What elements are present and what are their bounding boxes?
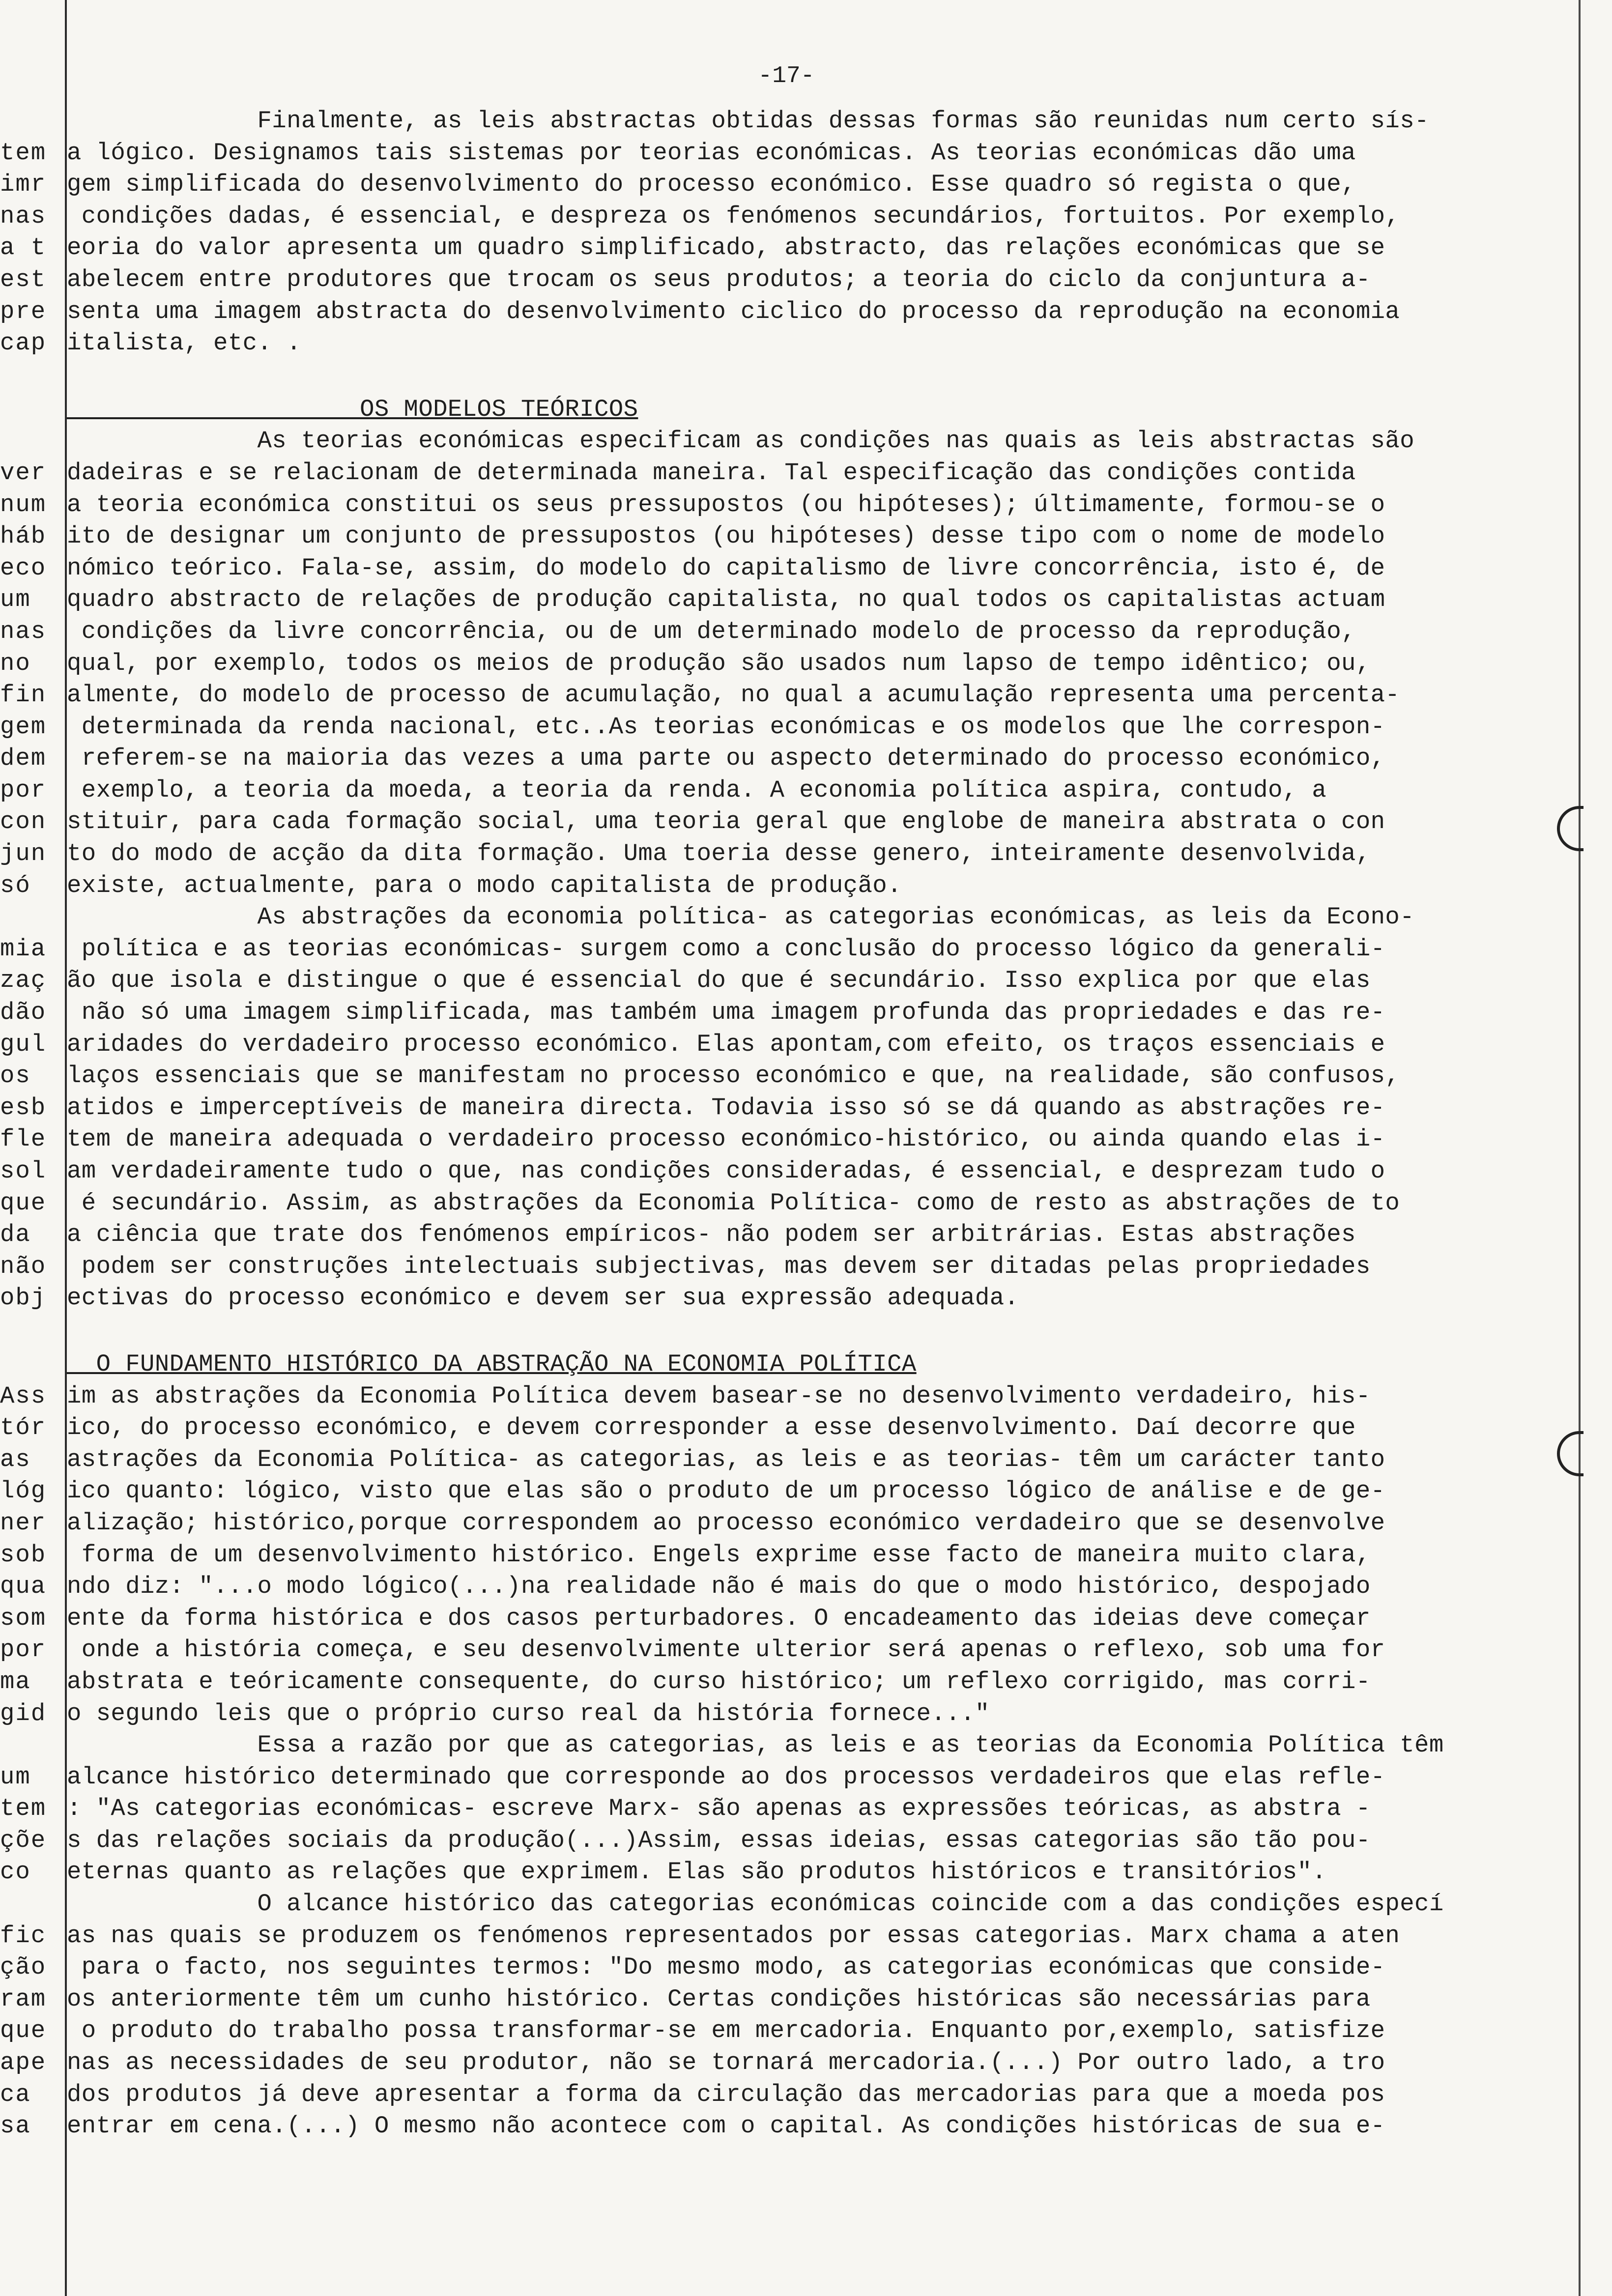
margin-fragment: a t xyxy=(0,234,47,262)
text-line xyxy=(0,711,1573,743)
line-text: abelecem entre produtores que trocam os seus produtos; a teoria do ciclo da conjuntura a- xyxy=(67,265,1371,293)
text-line xyxy=(0,169,1573,201)
margin-fragment: gul xyxy=(0,1030,47,1058)
text-line xyxy=(0,1888,1573,1920)
line-text: política e as teorias económicas- surgem como a conclusão do processo lógico da generali- xyxy=(67,935,1385,963)
text-line xyxy=(0,806,1573,838)
section-heading xyxy=(0,1349,1573,1380)
margin-fragment: esb xyxy=(0,1093,47,1121)
line-text: os anteriormente têm um cunho histórico. Certas condições históricas são necessárias para xyxy=(67,1985,1371,2013)
text-line xyxy=(0,232,1573,264)
heading-text: O FUNDAMENTO HISTÓRICO DA ABSTRAÇÃO NA ECONOMIA POLÍTICA xyxy=(67,1350,917,1378)
line-text: a ciência que trate dos fenómenos empíricos- não podem ser arbitrárias. Estas abstrações xyxy=(67,1221,1356,1249)
text-line xyxy=(0,552,1573,584)
margin-fragment: tór xyxy=(0,1414,47,1442)
margin-fragment: qua xyxy=(0,1573,47,1601)
margin-fragment: por xyxy=(0,776,47,804)
text-line xyxy=(0,679,1573,711)
page-number: -17- xyxy=(758,63,815,89)
text-line xyxy=(0,1475,1573,1507)
margin-fragment: nas xyxy=(0,617,47,645)
text-line xyxy=(0,327,1573,359)
text-line xyxy=(0,775,1573,806)
line-text: ico, do processo económico, e devem corresponder a esse desenvolvimento. Daí decorre que xyxy=(67,1414,1356,1442)
section-gap xyxy=(0,1314,1573,1349)
margin-fragment: con xyxy=(0,808,47,836)
text-line xyxy=(0,1029,1573,1061)
line-text: abstrata e teóricamente consequente, do curso histórico; um reflexo corrigido, mas corri- xyxy=(67,1667,1371,1695)
line-text: ito de designar um conjunto de pressupostos (ou hipóteses) desse tipo com o nome de modelo xyxy=(67,522,1385,550)
line-text: dadeiras e se relacionam de determinada maneira. Tal especificação das condições contida xyxy=(67,459,1356,487)
section-heading xyxy=(0,394,1573,426)
text-line xyxy=(0,201,1573,232)
text-line xyxy=(0,425,1573,457)
margin-fragment: obj xyxy=(0,1284,47,1312)
margin-fragment: ção xyxy=(0,1953,47,1981)
text-line xyxy=(0,137,1573,169)
text-line xyxy=(0,965,1573,997)
text-line xyxy=(0,296,1573,328)
margin-fragment: os xyxy=(0,1062,47,1090)
margin-fragment: fic xyxy=(0,1922,47,1950)
margin-fragment: ca xyxy=(0,2080,47,2108)
right-edge-line xyxy=(1579,0,1581,2296)
margin-fragment: dem xyxy=(0,745,47,773)
text-line xyxy=(0,1761,1573,1793)
text-line xyxy=(0,105,1573,137)
line-text: O alcance histórico das categorias económicas coincide com a das condições especí xyxy=(67,1890,1444,1918)
line-text: eoria do valor apresenta um quadro simplificado, abstracto, das relações económicas que se xyxy=(67,234,1385,262)
text-line xyxy=(0,264,1573,296)
margin-fragment: lóg xyxy=(0,1477,47,1505)
text-line xyxy=(0,1983,1573,2015)
text-line xyxy=(0,2110,1573,2142)
section-gap xyxy=(0,359,1573,394)
line-text: existe, actualmente, para o modo capitalista de produção. xyxy=(67,871,902,899)
line-text: qual, por exemplo, todos os meios de produção são usados num lapso de tempo idêntico; ou, xyxy=(67,649,1371,677)
line-text: o segundo leis que o próprio curso real da história fornece..." xyxy=(67,1699,990,1727)
text-line xyxy=(0,1698,1573,1730)
text-line xyxy=(0,616,1573,648)
line-text: a lógico. Designamos tais sistemas por teorias económicas. As teorias económicas dão uma xyxy=(67,139,1356,167)
margin-fragment: pre xyxy=(0,297,47,325)
text-line xyxy=(0,2079,1573,2111)
line-text: laços essenciais que se manifestam no processo económico e que, na realidade, são confusos, xyxy=(67,1062,1400,1090)
text-line xyxy=(0,1412,1573,1444)
line-text: atidos e imperceptíveis de maneira directa. Todavia isso só se dá quando as abstrações re- xyxy=(67,1093,1385,1121)
margin-fragment: çõe xyxy=(0,1826,47,1854)
margin-fragment: sa xyxy=(0,2112,47,2140)
text-line xyxy=(0,648,1573,680)
heading-text: OS MODELOS TEÓRICOS xyxy=(67,395,638,423)
line-text: Essa a razão por que as categorias, as leis e as teorias da Economia Política têm xyxy=(67,1731,1444,1759)
text-line xyxy=(0,997,1573,1029)
line-text: forma de um desenvolvimento histórico. Engels exprime esse facto de maneira muito clara, xyxy=(67,1541,1371,1569)
margin-fragment: que xyxy=(0,2017,47,2045)
line-text: : "As categorias económicas- escreve Marx- são apenas as expressões teóricas, as abstra - xyxy=(67,1795,1371,1823)
line-text: stituir, para cada formação social, uma teoria geral que englobe de maneira abstrata o con xyxy=(67,808,1385,836)
text-line xyxy=(0,1920,1573,1952)
margin-fragment: gid xyxy=(0,1699,47,1727)
line-text: onde a história começa, e seu desenvolvimente ulterior será apenas o reflexo, sob uma for xyxy=(67,1636,1385,1664)
text-line xyxy=(0,1444,1573,1476)
text-line xyxy=(0,1187,1573,1219)
text-line xyxy=(0,870,1573,902)
line-text: aridades do verdadeiro processo económico. Elas apontam,com efeito, os traços essenciais e xyxy=(67,1030,1385,1058)
margin-fragment: nas xyxy=(0,202,47,230)
body-text xyxy=(0,105,1573,2142)
margin-fragment: eco xyxy=(0,554,47,582)
line-text: referem-se na maioria das vezes a uma parte ou aspecto determinado do processo económico, xyxy=(67,745,1385,773)
text-line xyxy=(0,1634,1573,1666)
text-line xyxy=(0,1666,1573,1698)
line-text: ico quanto: lógico, visto que elas são o produto de um processo lógico de análise e de ge- xyxy=(67,1477,1385,1505)
line-text: im as abstrações da Economia Política devem basear-se no desenvolvimento verdadeiro, his- xyxy=(67,1382,1371,1410)
margin-fragment: ape xyxy=(0,2049,47,2077)
line-text: eternas quanto as relações que exprimem. Elas são produtos históricos e transitórios". xyxy=(67,1858,1327,1886)
line-text: condições dadas, é essencial, e despreza os fenómenos secundários, fortuitos. Por exemplo, xyxy=(67,202,1400,230)
line-text: senta uma imagem abstracta do desenvolvimento ciclico do processo da reprodução na economia xyxy=(67,297,1400,325)
text-line xyxy=(0,1123,1573,1155)
text-line xyxy=(0,2047,1573,2079)
margin-fragment: fin xyxy=(0,681,47,709)
text-line xyxy=(0,1603,1573,1635)
line-text: quadro abstracto de relações de produção capitalista, no qual todos os capitalistas actuam xyxy=(67,586,1385,614)
margin-fragment: sol xyxy=(0,1157,47,1185)
line-text: ente da forma histórica e dos casos perturbadores. O encadeamento das ideias deve começar xyxy=(67,1604,1371,1632)
line-text: Finalmente, as leis abstractas obtidas dessas formas são reunidas num certo sís- xyxy=(67,107,1429,135)
margin-fragment: que xyxy=(0,1189,47,1217)
margin-fragment: no xyxy=(0,649,47,677)
text-line xyxy=(0,489,1573,521)
margin-fragment: ram xyxy=(0,1985,47,2013)
line-text: não só uma imagem simplificada, mas também uma imagem profunda das propriedades e das re- xyxy=(67,999,1385,1027)
line-text: condições da livre concorrência, ou de um determinado modelo de processo da reprodução, xyxy=(67,617,1356,645)
line-text: to do modo de acção da dita formação. Uma toeria desse genero, inteiramente desenvolvida, xyxy=(67,840,1371,868)
margin-fragment: co xyxy=(0,1858,47,1886)
text-line xyxy=(0,520,1573,552)
line-text: podem ser construções intelectuais subjectivas, mas devem ser ditadas pelas propriedades xyxy=(67,1252,1371,1280)
text-line xyxy=(0,1729,1573,1761)
margin-fragment: por xyxy=(0,1636,47,1664)
text-line xyxy=(0,743,1573,775)
text-line xyxy=(0,1060,1573,1092)
line-text: exemplo, a teoria da moeda, a teoria da renda. A economia política aspira, contudo, a xyxy=(67,776,1327,804)
text-line xyxy=(0,1825,1573,1857)
text-line xyxy=(0,1952,1573,1983)
line-text: entrar em cena.(...) O mesmo não acontece com o capital. As condições históricas de sua e- xyxy=(67,2112,1385,2140)
line-text: italista, etc. . xyxy=(67,329,301,357)
text-line xyxy=(0,1282,1573,1314)
line-text: para o facto, nos seguintes termos: "Do mesmo modo, as categorias económicas que conside- xyxy=(67,1953,1385,1981)
line-text: as nas quais se produzem os fenómenos representados por essas categorias. Marx chama a aten xyxy=(67,1922,1400,1950)
line-text: é secundário. Assim, as abstrações da Economia Política- como de resto as abstrações de to xyxy=(67,1189,1400,1217)
margin-fragment: num xyxy=(0,490,47,518)
text-line xyxy=(0,933,1573,965)
text-line xyxy=(0,1507,1573,1539)
margin-fragment: som xyxy=(0,1604,47,1632)
margin-fragment: tem xyxy=(0,1795,47,1823)
margin-fragment: ner xyxy=(0,1509,47,1537)
margin-fragment: imr xyxy=(0,171,47,199)
line-text: determinada da renda nacional, etc..As teorias económicas e os modelos que lhe correspon- xyxy=(67,713,1385,741)
margin-fragment: ver xyxy=(0,459,47,487)
margin-fragment: Ass xyxy=(0,1382,47,1410)
line-text: ndo diz: "...o modo lógico(...)na realidade não é mais do que o modo histórico, despojado xyxy=(67,1573,1371,1601)
text-line xyxy=(0,1793,1573,1825)
line-text: almente, do modelo de processo de acumulação, no qual a acumulação representa uma percenta- xyxy=(67,681,1400,709)
margin-fragment: tem xyxy=(0,139,47,167)
margin-fragment: da xyxy=(0,1221,47,1249)
margin-fragment: est xyxy=(0,265,47,293)
line-text: nas as necessidades de seu produtor, não se tornará mercadoria.(...) Por outro lado, a tro xyxy=(67,2049,1385,2077)
margin-fragment: zaç xyxy=(0,967,47,995)
margin-fragment: as xyxy=(0,1445,47,1473)
line-text: am verdadeiramente tudo o que, nas condições consideradas, é essencial, e desprezam tudo o xyxy=(67,1157,1385,1185)
text-line xyxy=(0,1856,1573,1888)
text-line xyxy=(0,1092,1573,1124)
text-line xyxy=(0,838,1573,870)
margin-fragment: sob xyxy=(0,1541,47,1569)
margin-fragment: jun xyxy=(0,840,47,868)
line-text: nómico teórico. Fala-se, assim, do modelo do capitalismo de livre concorrência, isto é, de xyxy=(67,554,1385,582)
margin-fragment: cap xyxy=(0,329,47,357)
margin-fragment: um xyxy=(0,586,47,614)
line-text: gem simplificada do desenvolvimento do processo económico. Esse quadro só regista o que, xyxy=(67,171,1356,199)
line-text: alização; histórico,porque correspondem ao processo económico verdadeiro que se desenvolve xyxy=(67,1509,1385,1537)
text-line xyxy=(0,457,1573,489)
text-line xyxy=(0,1539,1573,1571)
margin-fragment: não xyxy=(0,1252,47,1280)
line-text: ectivas do processo económico e devem ser sua expressão adequada. xyxy=(67,1284,1019,1312)
line-text: s das relações sociais da produção(...)Assim, essas ideias, essas categorias são tão pou- xyxy=(67,1826,1371,1854)
margin-fragment: ma xyxy=(0,1667,47,1695)
line-text: o produto do trabalho possa transformar-se em mercadoria. Enquanto por,exemplo, satisfize xyxy=(67,2017,1385,2045)
line-text: alcance histórico determinado que corresponde ao dos processos verdadeiros que elas refle- xyxy=(67,1763,1385,1791)
margin-fragment: só xyxy=(0,871,47,899)
margin-fragment: gem xyxy=(0,713,47,741)
text-line xyxy=(0,1155,1573,1187)
text-line xyxy=(0,1251,1573,1283)
margin-fragment: mia xyxy=(0,935,47,963)
line-text: tem de maneira adequada o verdadeiro processo económico-histórico, ou ainda quando elas i- xyxy=(67,1125,1385,1153)
line-text: As abstrações da economia política- as categorias económicas, as leis da Econo- xyxy=(67,903,1415,931)
text-line xyxy=(0,1571,1573,1603)
line-text: ão que isola e distingue o que é essencial do que é secundário. Isso explica por que elas xyxy=(67,967,1371,995)
margin-fragment: um xyxy=(0,1763,47,1791)
text-line xyxy=(0,1219,1573,1251)
margin-fragment: dão xyxy=(0,999,47,1027)
line-text: dos produtos já deve apresentar a forma da circulação das mercadorias para que a moeda pos xyxy=(67,2080,1385,2108)
line-text: a teoria económica constitui os seus pressupostos (ou hipóteses); últimamente, formou-se o xyxy=(67,490,1385,518)
text-line xyxy=(0,2015,1573,2047)
line-text: As teorias económicas especificam as condições nas quais as leis abstractas são xyxy=(67,427,1415,455)
text-line xyxy=(0,1380,1573,1412)
line-text: astrações da Economia Política- as categorias, as leis e as teorias- têm um carácter tanto xyxy=(67,1445,1385,1473)
margin-fragment: háb xyxy=(0,522,47,550)
margin-fragment: fle xyxy=(0,1125,47,1153)
text-line xyxy=(0,901,1573,933)
text-line xyxy=(0,584,1573,616)
